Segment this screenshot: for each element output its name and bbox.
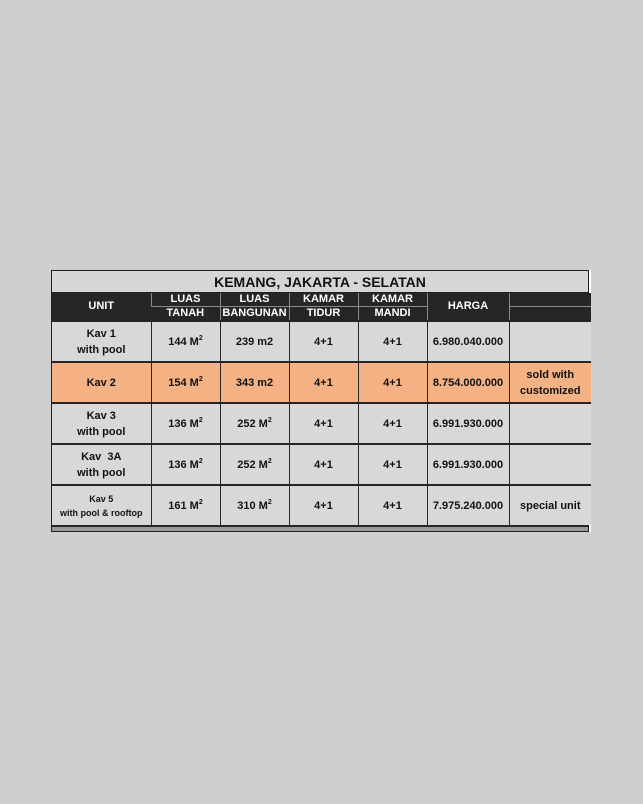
unit-name: Kav 1 bbox=[86, 327, 116, 340]
header-note-top bbox=[509, 293, 591, 307]
header-luas-bangunan-bottom: BANGUNAN bbox=[220, 307, 289, 322]
price-table-frame bbox=[51, 270, 589, 532]
table-row-highlighted bbox=[52, 362, 591, 403]
unit-feature: with pool & rooftop bbox=[60, 507, 143, 518]
luas-tanah-value: 136 M bbox=[168, 417, 199, 430]
cell-harga: 6.991.930.000 bbox=[427, 444, 509, 485]
luas-bangunan-value: 239 m2 bbox=[235, 335, 274, 348]
cell-note bbox=[509, 403, 591, 444]
cell-unit bbox=[52, 321, 151, 362]
luas-bangunan-unit-sup: 2 bbox=[267, 457, 272, 465]
cell-harga: 6.991.930.000 bbox=[427, 403, 509, 444]
table-row bbox=[52, 321, 591, 362]
luas-tanah-unit-sup: 2 bbox=[198, 375, 203, 383]
unit-name: Kav 3A bbox=[81, 450, 122, 463]
cell-note bbox=[509, 485, 591, 525]
header-luas-bangunan-top: LUAS bbox=[220, 293, 289, 307]
luas-tanah-unit-sup: 2 bbox=[198, 457, 203, 465]
cell-unit bbox=[52, 403, 151, 444]
cell-luas-tanah bbox=[151, 485, 220, 525]
cell-kamar-mandi: 4+1 bbox=[358, 444, 427, 485]
cell-luas-bangunan bbox=[220, 485, 289, 525]
header-luas-tanah-bottom: TANAH bbox=[151, 307, 220, 322]
header-harga: HARGA bbox=[427, 293, 509, 321]
luas-tanah-unit-sup: 2 bbox=[198, 334, 203, 342]
unit-feature: with pool bbox=[77, 466, 126, 479]
luas-bangunan-value: 252 M bbox=[237, 458, 268, 471]
header-note-bottom bbox=[509, 307, 591, 322]
cell-kamar-tidur: 4+1 bbox=[289, 362, 358, 403]
luas-bangunan-unit-sup: 2 bbox=[267, 498, 272, 506]
header-kamar-tidur-top: KAMAR bbox=[289, 293, 358, 307]
cell-note bbox=[509, 362, 591, 403]
cell-note bbox=[509, 444, 591, 485]
cell-harga: 7.975.240.000 bbox=[427, 485, 509, 525]
luas-tanah-unit-sup: 2 bbox=[198, 416, 203, 424]
cell-luas-bangunan bbox=[220, 321, 289, 362]
price-table bbox=[52, 293, 591, 525]
cell-unit bbox=[52, 362, 151, 403]
note-line1: sold with bbox=[526, 368, 575, 381]
header-unit: UNIT bbox=[52, 293, 151, 321]
table-row bbox=[52, 403, 591, 444]
header-luas-tanah-top: LUAS bbox=[151, 293, 220, 307]
cell-luas-tanah bbox=[151, 403, 220, 444]
cell-note bbox=[509, 321, 591, 362]
unit-feature: with pool bbox=[77, 425, 126, 438]
cell-luas-bangunan bbox=[220, 444, 289, 485]
luas-tanah-value: 161 M bbox=[168, 499, 199, 512]
cell-luas-bangunan bbox=[220, 403, 289, 444]
luas-bangunan-unit-sup: 2 bbox=[267, 416, 272, 424]
cell-luas-tanah bbox=[151, 321, 220, 362]
cell-luas-bangunan bbox=[220, 362, 289, 403]
unit-name: Kav 5 bbox=[89, 493, 114, 504]
unit-name: Kav 2 bbox=[86, 376, 116, 389]
luas-tanah-value: 154 M bbox=[168, 376, 199, 389]
cell-unit bbox=[52, 444, 151, 485]
note-line2: customized bbox=[519, 384, 581, 397]
price-list-sheet bbox=[51, 270, 591, 532]
luas-tanah-unit-sup: 2 bbox=[198, 498, 203, 506]
table-title: KEMANG, JAKARTA - SELATAN bbox=[52, 271, 588, 293]
cell-luas-tanah bbox=[151, 444, 220, 485]
unit-feature: with pool bbox=[77, 343, 126, 356]
cell-harga: 6.980.040.000 bbox=[427, 321, 509, 362]
cell-kamar-tidur: 4+1 bbox=[289, 485, 358, 525]
header-kamar-mandi-top: KAMAR bbox=[358, 293, 427, 307]
luas-tanah-value: 144 M bbox=[168, 335, 199, 348]
cell-kamar-tidur: 4+1 bbox=[289, 321, 358, 362]
cell-luas-tanah bbox=[151, 362, 220, 403]
table-row bbox=[52, 444, 591, 485]
cell-kamar-mandi: 4+1 bbox=[358, 321, 427, 362]
table-row bbox=[52, 485, 591, 525]
header-kamar-tidur-bottom: TIDUR bbox=[289, 307, 358, 322]
header-kamar-mandi-bottom: MANDI bbox=[358, 307, 427, 322]
cell-kamar-tidur: 4+1 bbox=[289, 444, 358, 485]
cell-kamar-tidur: 4+1 bbox=[289, 403, 358, 444]
luas-tanah-value: 136 M bbox=[168, 458, 199, 471]
table-body bbox=[52, 321, 591, 525]
cell-kamar-mandi: 4+1 bbox=[358, 485, 427, 525]
cell-kamar-mandi: 4+1 bbox=[358, 403, 427, 444]
table-header bbox=[52, 293, 591, 321]
unit-name: Kav 3 bbox=[86, 409, 116, 422]
note-line1: special unit bbox=[519, 499, 581, 512]
luas-bangunan-value: 252 M bbox=[237, 417, 268, 430]
table-footer-bar bbox=[52, 525, 588, 531]
cell-unit bbox=[52, 485, 151, 525]
cell-kamar-mandi: 4+1 bbox=[358, 362, 427, 403]
luas-bangunan-value: 343 m2 bbox=[235, 376, 274, 389]
luas-bangunan-value: 310 M bbox=[237, 499, 268, 512]
cell-harga: 8.754.000.000 bbox=[427, 362, 509, 403]
